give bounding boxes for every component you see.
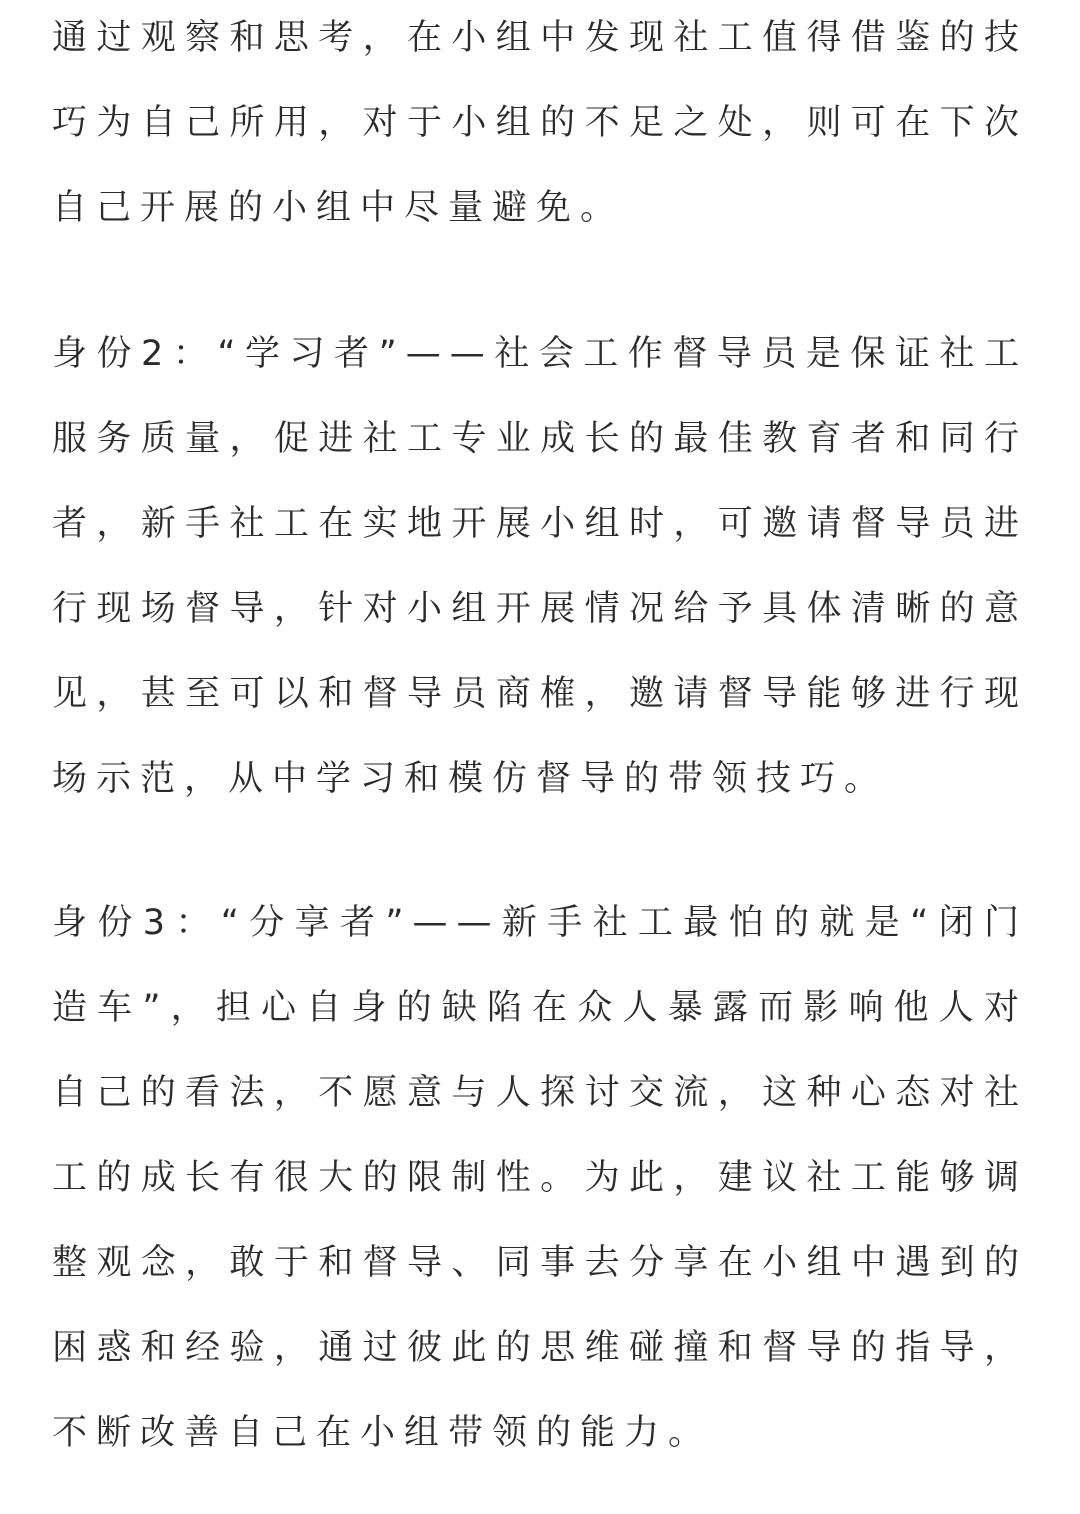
paragraph-identity-learner: 身份2：“学习者”——社会工作督导员是保证社工服务质量，促进社工专业成长的最佳教育者和同行者，新手社工在实地开展小组时，可邀请督导员进行现场督导，针对小组开展情况给予具体清晰的意见，甚至可以和督导员商榷，邀请督导能够进行现场示范，从中学习和模仿督导的带领技巧。 bbox=[52, 334, 1028, 799]
paragraph-observation: 通过观察和思考，在小组中发现社工值得借鉴的技巧为自己所用，对于小组的不足之处，则可在下次自己开展的小组中尽量避免。 bbox=[52, 18, 1028, 228]
paragraph-identity-sharer: 身份3：“分享者”——新手社工最怕的就是“闭门造车”，担心自身的缺陷在众人暴露而影响他人对自己的看法，不愿意与人探讨交流，这种心态对社工的成长有很大的限制性。为此，建议社工能够调整观念，敢于和督导、同事去分享在小组中遇到的困惑和经验，通过彼此的思维碰撞和督导的指导，不断改善自己在小组带领的能力。 bbox=[52, 903, 1028, 1453]
